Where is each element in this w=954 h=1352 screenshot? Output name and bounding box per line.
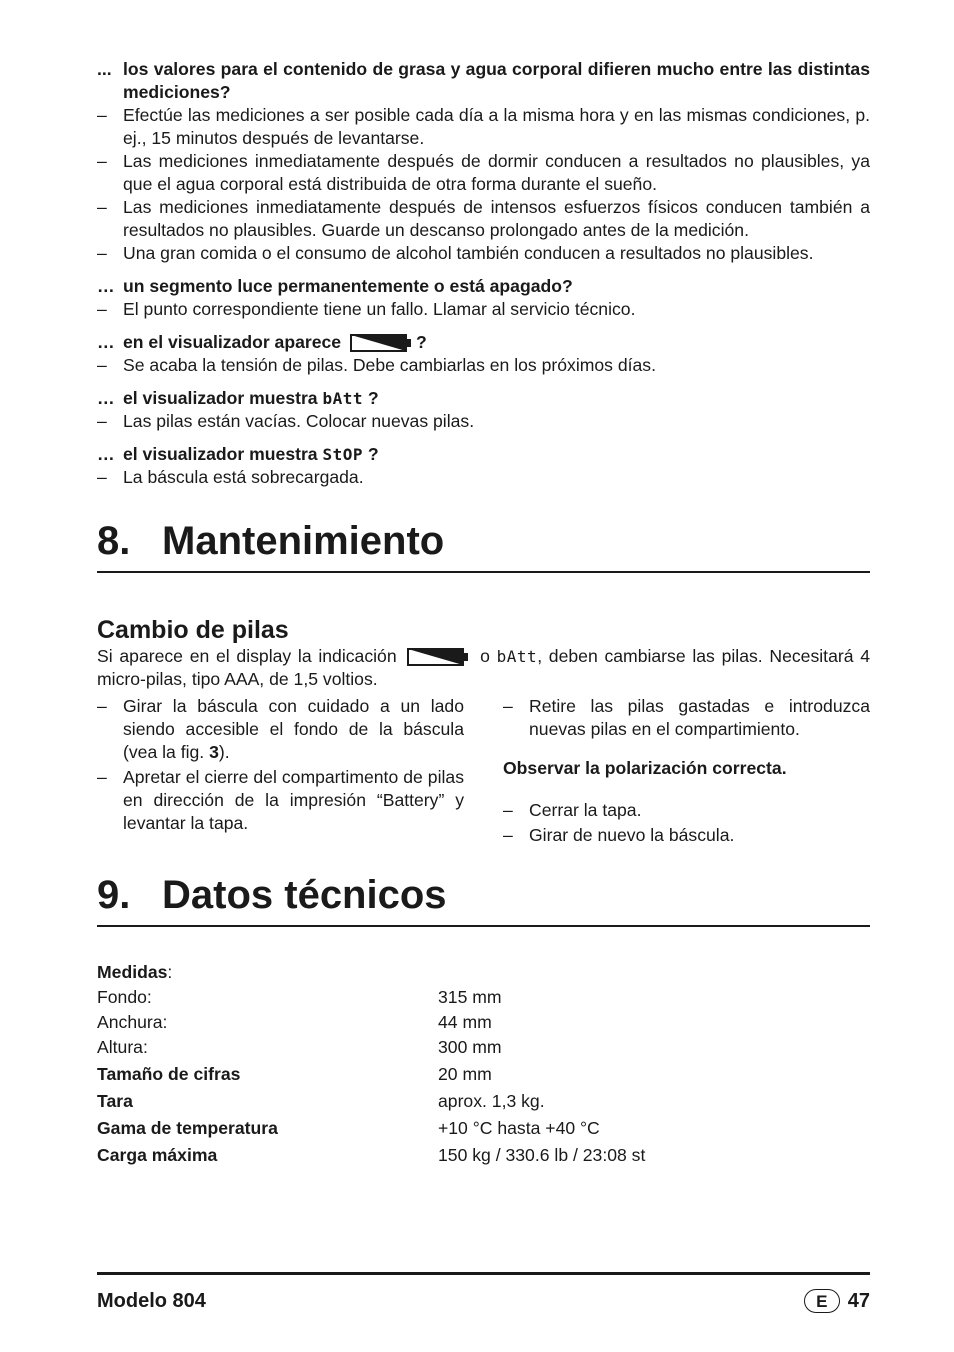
list-item-text: Las pilas están vacías. Colocar nuevas pilas. xyxy=(123,411,475,431)
question-ellipsis: ... xyxy=(97,59,112,79)
model-name: Modelo 804 xyxy=(97,1289,206,1312)
question-ellipsis: … xyxy=(97,332,115,352)
colon: : xyxy=(167,962,173,982)
spec-value: 315 mm xyxy=(438,987,502,1007)
list-item-text: Girar de nuevo la báscula. xyxy=(529,825,735,845)
question-ellipsis: … xyxy=(97,388,115,408)
section-title: Mantenimiento xyxy=(162,519,445,563)
dash: – xyxy=(503,825,513,845)
table-row xyxy=(97,1117,870,1140)
battery-change-intro xyxy=(97,645,870,691)
section-heading-maintenance xyxy=(97,517,870,573)
list-item xyxy=(97,104,870,150)
list-item xyxy=(97,466,870,489)
left-column xyxy=(97,695,464,847)
question-text: el visualizador muestra xyxy=(123,388,318,408)
list-item xyxy=(503,695,870,741)
question-text: un segmento luce permanentemente o está apagado? xyxy=(123,276,573,296)
list-item xyxy=(97,298,870,321)
list-item xyxy=(97,150,870,196)
question-segment xyxy=(97,275,870,298)
intro-or: o xyxy=(480,646,490,666)
list-item-text: Retire las pilas gastadas e introduzca nuevas pilas en el compartimiento. xyxy=(529,696,870,739)
dash: – xyxy=(97,696,107,716)
spec-value: aprox. 1,3 kg. xyxy=(438,1091,545,1111)
spec-label: Carga máxima xyxy=(97,1145,218,1165)
question-stop xyxy=(97,443,870,466)
list-item-text: Una gran comida o el consumo de alcohol también conducen a resultados no plausibles. xyxy=(123,243,814,263)
question-mark: ? xyxy=(367,444,379,464)
list-item-text: Se acaba la tensión de pilas. Debe cambiarlas en los próximos días. xyxy=(123,355,656,375)
list-item-text xyxy=(123,695,464,764)
list-item xyxy=(503,799,870,822)
question-text: el visualizador muestra xyxy=(123,444,318,464)
lcd-batt-readout: bAtt xyxy=(496,647,538,666)
figure-ref: 3 xyxy=(209,742,219,762)
item-text-part: Girar la báscula con cuidado a un lado siendo accesible el fondo de la báscula (vea la fig. xyxy=(123,696,464,762)
spec-value: 44 mm xyxy=(438,1012,492,1032)
spec-value: 300 mm xyxy=(438,1037,502,1057)
table-row xyxy=(97,1011,870,1034)
low-battery-icon xyxy=(350,334,412,352)
list-item-text: Efectúe las mediciones a ser posible cada día a la misma hora y en las mismas condiciones, p. ej., 15 minutos después de levantarse. xyxy=(123,105,870,148)
question-fat-water xyxy=(97,58,870,104)
dash: – xyxy=(97,467,107,487)
spec-label: Tara xyxy=(97,1091,133,1111)
list-item-text: Las mediciones inmediatamente después de dormir conducen a resultados no plausibles, ya que el agua corporal está distribuida de otra forma durante el sueño. xyxy=(123,151,870,194)
dash: – xyxy=(503,696,513,716)
dash: – xyxy=(97,151,107,171)
table-row xyxy=(97,1063,870,1086)
spec-label: Altura: xyxy=(97,1037,148,1057)
list-item xyxy=(97,242,870,265)
page-footer xyxy=(97,1272,870,1313)
section-heading-technical-data xyxy=(97,871,870,927)
page-number: 47 xyxy=(847,1289,870,1312)
question-ellipsis: … xyxy=(97,276,115,296)
intro-text: Si aparece en el display la indicación xyxy=(97,646,397,666)
table-row xyxy=(97,986,870,1009)
footer-right xyxy=(804,1289,870,1313)
spec-value: 150 kg / 330.6 lb / 23:08 st xyxy=(438,1145,646,1165)
dash: – xyxy=(97,105,107,125)
item-text-part: ). xyxy=(218,742,230,762)
list-item xyxy=(97,354,870,377)
dash: – xyxy=(97,411,107,431)
list-item xyxy=(97,196,870,242)
specs-group-label xyxy=(97,961,870,984)
dash: – xyxy=(97,197,107,217)
specs-table xyxy=(97,961,870,1167)
list-item-text: Apretar el cierre del compartimento de pilas en dirección de la impresión “Battery” y levantar la tapa. xyxy=(123,767,464,833)
table-row xyxy=(97,1144,870,1167)
spec-label: Tamaño de cifras xyxy=(97,1064,241,1084)
language-badge: E xyxy=(804,1289,840,1313)
dash: – xyxy=(503,800,513,820)
dash: – xyxy=(97,767,107,787)
low-battery-icon xyxy=(407,648,469,666)
subsection-heading: Cambio de pilas xyxy=(97,616,289,644)
question-battery-icon xyxy=(97,331,870,354)
dash: – xyxy=(97,243,107,263)
page-content xyxy=(97,58,870,1167)
lcd-batt-readout: bAtt xyxy=(322,389,364,408)
section-number: 8. xyxy=(97,519,131,563)
spec-label: Gama de temperatura xyxy=(97,1118,278,1138)
intro-text: , deben cambiarse las pilas. Necesitará 4 micro-pilas, tipo AAA, de 1,5 voltios. xyxy=(97,646,871,689)
table-row xyxy=(97,1036,870,1059)
list-item xyxy=(97,695,464,764)
medidas-label: Medidas xyxy=(97,962,168,982)
lcd-stop-readout: StOP xyxy=(322,445,364,464)
list-item-text: Cerrar la tapa. xyxy=(529,800,642,820)
question-ellipsis: … xyxy=(97,444,115,464)
question-mark: ? xyxy=(367,388,379,408)
right-column xyxy=(503,695,870,847)
two-column-instructions xyxy=(97,695,870,847)
question-batt xyxy=(97,387,870,410)
spec-label: Anchura: xyxy=(97,1012,168,1032)
dash: – xyxy=(97,355,107,375)
table-row xyxy=(97,1090,870,1113)
list-item xyxy=(97,766,464,835)
question-text: en el visualizador aparece xyxy=(123,332,342,352)
spec-value: +10 °C hasta +40 °C xyxy=(438,1118,600,1138)
list-item-text: Las mediciones inmediatamente después de intensos esfuerzos físicos conducen también a resultados no plausibles. Guarde un descanso prolongado antes de la medición. xyxy=(123,197,870,240)
list-item-text: La báscula está sobrecargada. xyxy=(123,467,364,487)
question-text: los valores para el contenido de grasa y agua corporal difieren mucho entre las distintas mediciones? xyxy=(123,59,870,102)
list-item-text: El punto correspondiente tiene un fallo. Llamar al servicio técnico. xyxy=(123,299,636,319)
section-number: 9. xyxy=(97,873,131,917)
list-item xyxy=(503,824,870,847)
spec-value: 20 mm xyxy=(438,1064,492,1084)
section-title: Datos técnicos xyxy=(162,873,447,917)
spec-label: Fondo: xyxy=(97,987,152,1007)
polarity-note: Observar la polarización correcta. xyxy=(503,758,787,778)
dash: – xyxy=(97,299,107,319)
list-item xyxy=(97,410,870,433)
question-mark: ? xyxy=(415,332,427,352)
